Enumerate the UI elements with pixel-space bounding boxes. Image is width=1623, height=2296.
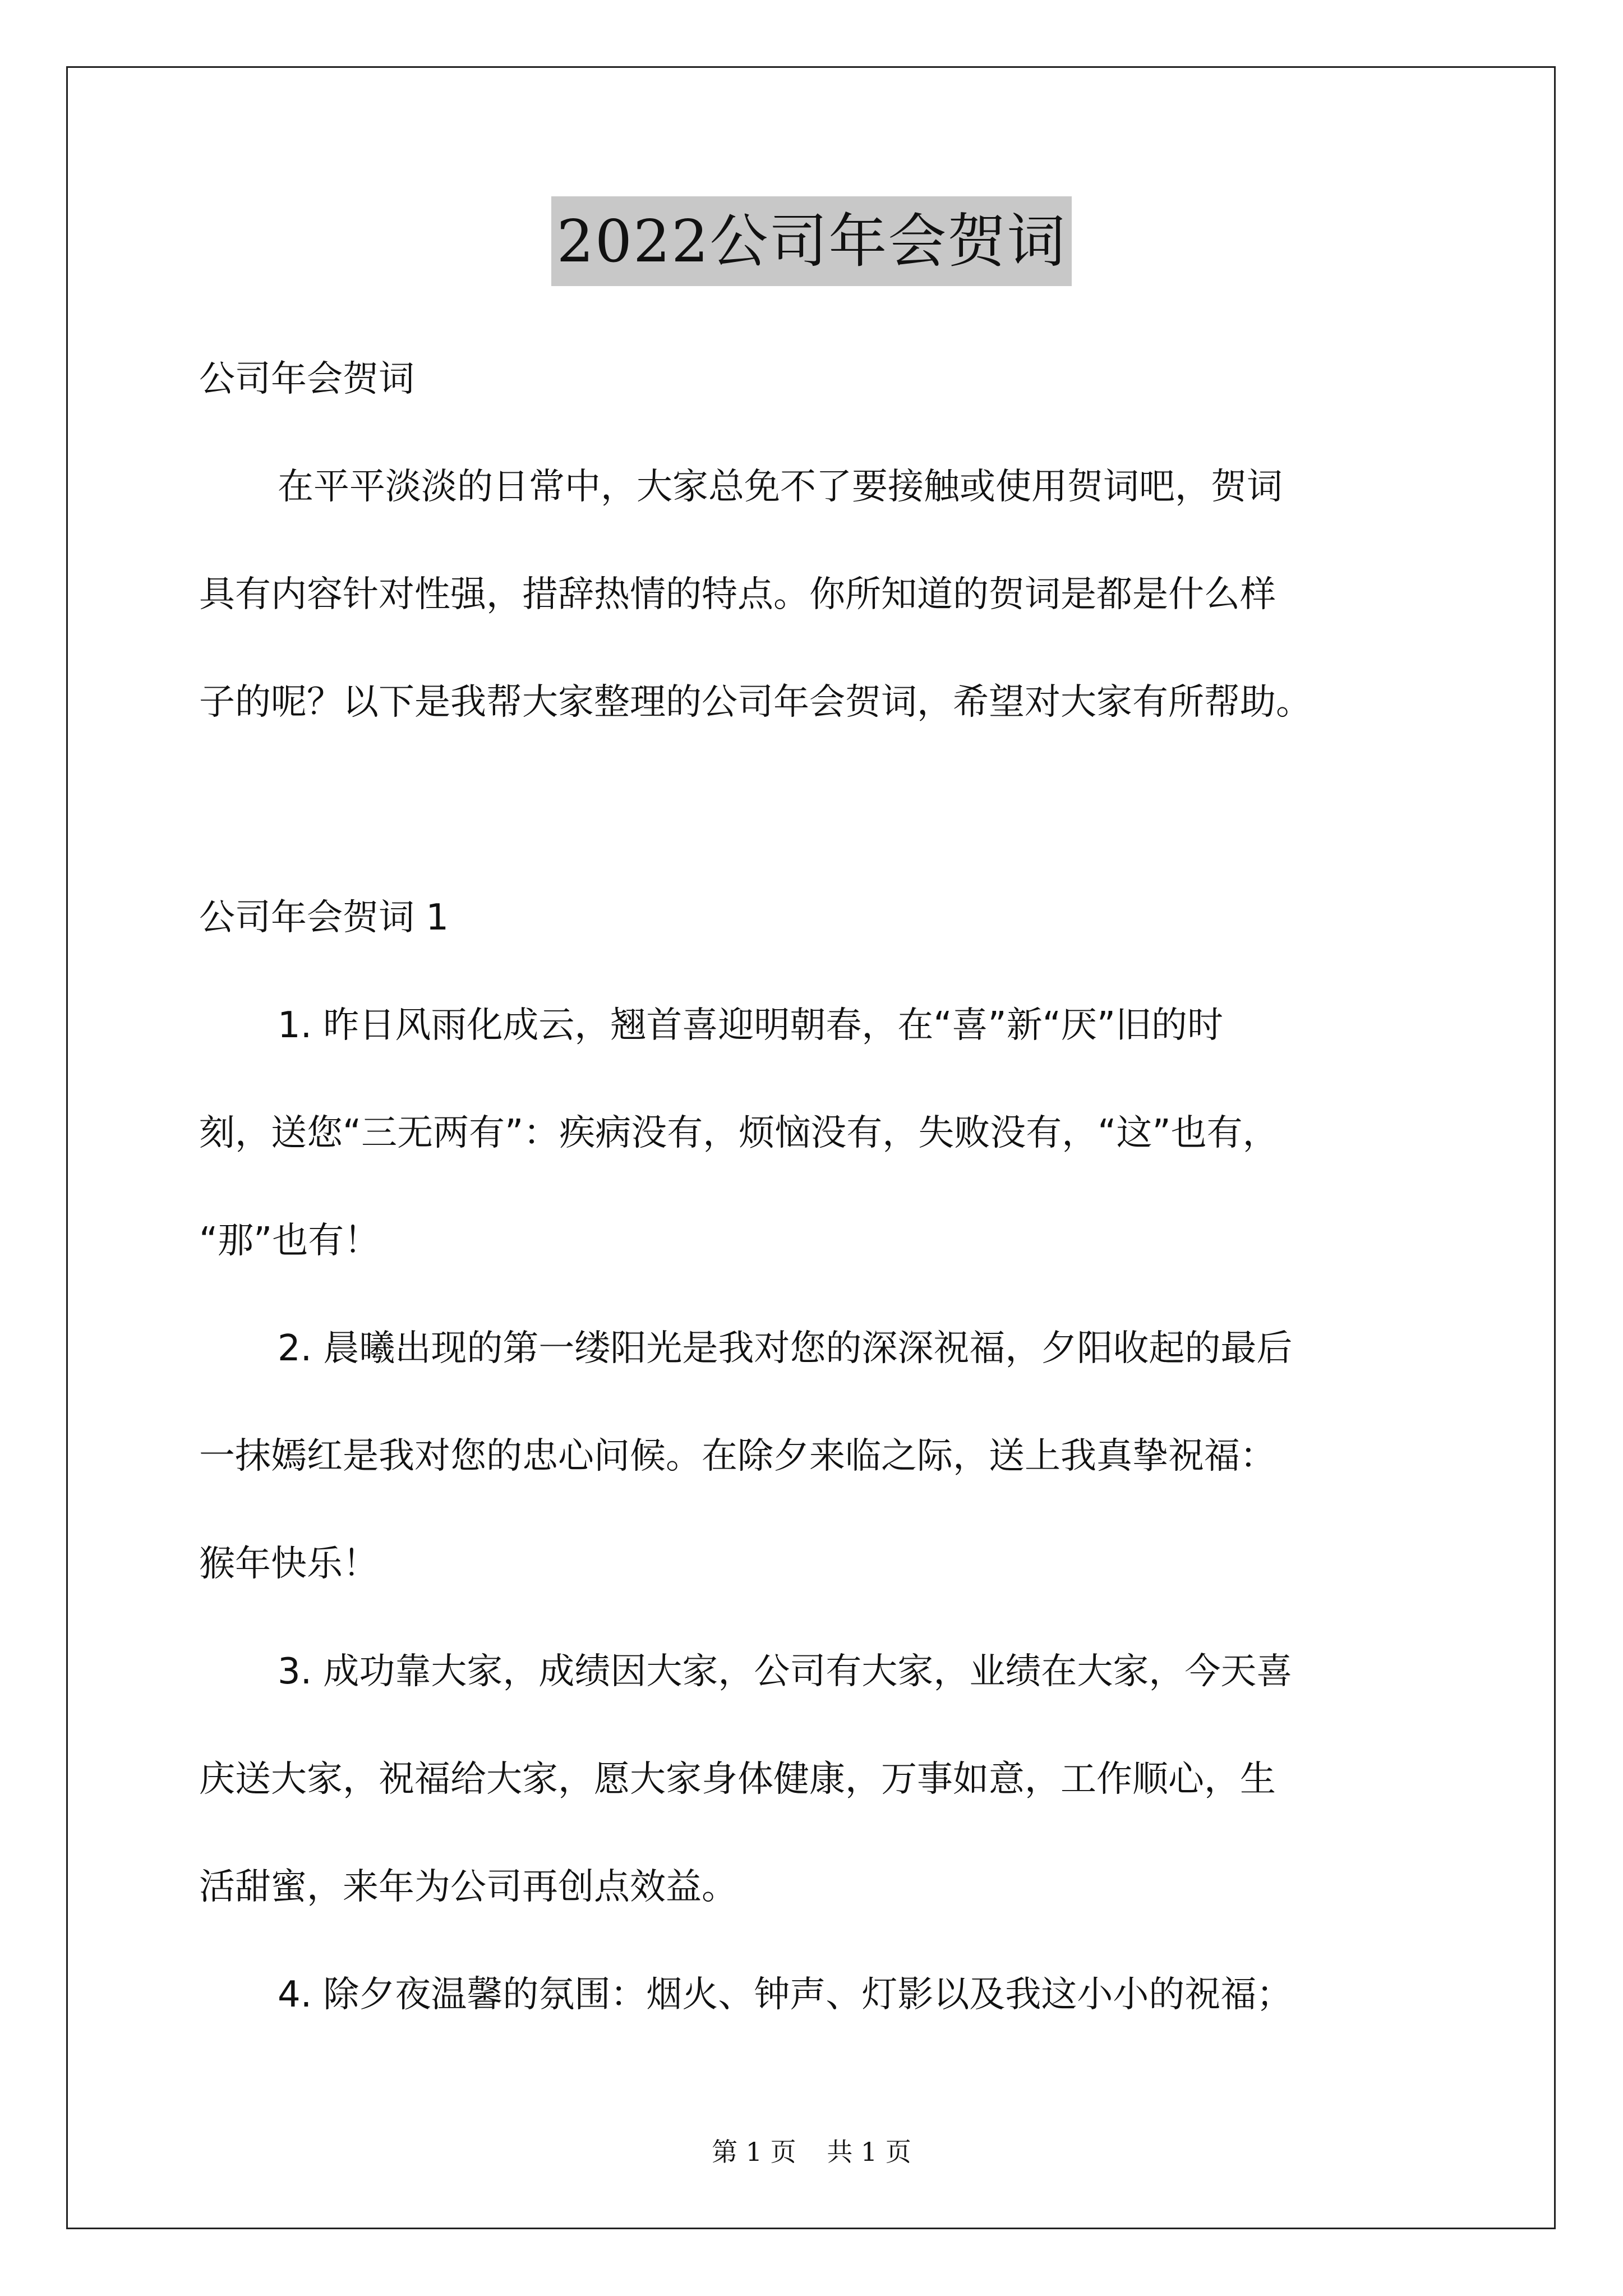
item-1-line: 刻，送您“三无两有”：疾病没有，烦恼没有，失败没有，“这”也有， <box>199 1112 1279 1154</box>
item-1-line: 1. 昨日风雨化成云，翘首喜迎明朝春，在“喜”新“厌”旧的时 <box>278 1005 1224 1046</box>
item-2-line: 2. 晨曦出现的第一缕阳光是我对您的深深祝福，夕阳收起的最后 <box>278 1328 1293 1369</box>
intro-line: 子的呢？以下是我帮大家整理的公司年会贺词，希望对大家有所帮助。 <box>199 682 1312 723</box>
item-2-line: 猴年快乐！ <box>199 1543 379 1585</box>
document-body <box>199 325 1438 2049</box>
item-1-line: “那”也有！ <box>199 1220 380 1262</box>
item-4-line: 4. 除夕夜温馨的氛围：烟火、钟声、灯影以及我这小小的祝福； <box>278 1974 1293 2016</box>
section-heading: 公司年会贺词 1 <box>199 897 449 938</box>
document-title: 2022公司年会贺词 <box>551 196 1072 286</box>
page-total: 共 1 页 <box>827 2137 911 2167</box>
item-3-line: 活甜蜜，来年为公司再创点效益。 <box>199 1866 737 1908</box>
page-footer <box>0 2132 1623 2169</box>
intro-line: 具有内容针对性强，措辞热情的特点。你所知道的贺词是都是什么样 <box>199 574 1276 615</box>
intro-line: 在平平淡淡的日常中，大家总免不了要接触或使用贺词吧，贺词 <box>278 466 1283 508</box>
item-2-line: 一抹嫣红是我对您的忠心问候。在除夕来临之际，送上我真挚祝福： <box>199 1435 1276 1477</box>
item-3-line: 庆送大家，祝福给大家，愿大家身体健康，万事如意，工作顺心，生 <box>199 1759 1276 1800</box>
spacer <box>199 756 1438 864</box>
page-number: 第 1 页 <box>712 2137 796 2167</box>
title-container <box>0 196 1623 286</box>
subtitle: 公司年会贺词 <box>199 358 414 400</box>
item-3-line: 3. 成功靠大家，成绩因大家，公司有大家，业绩在大家，今天喜 <box>278 1651 1293 1692</box>
